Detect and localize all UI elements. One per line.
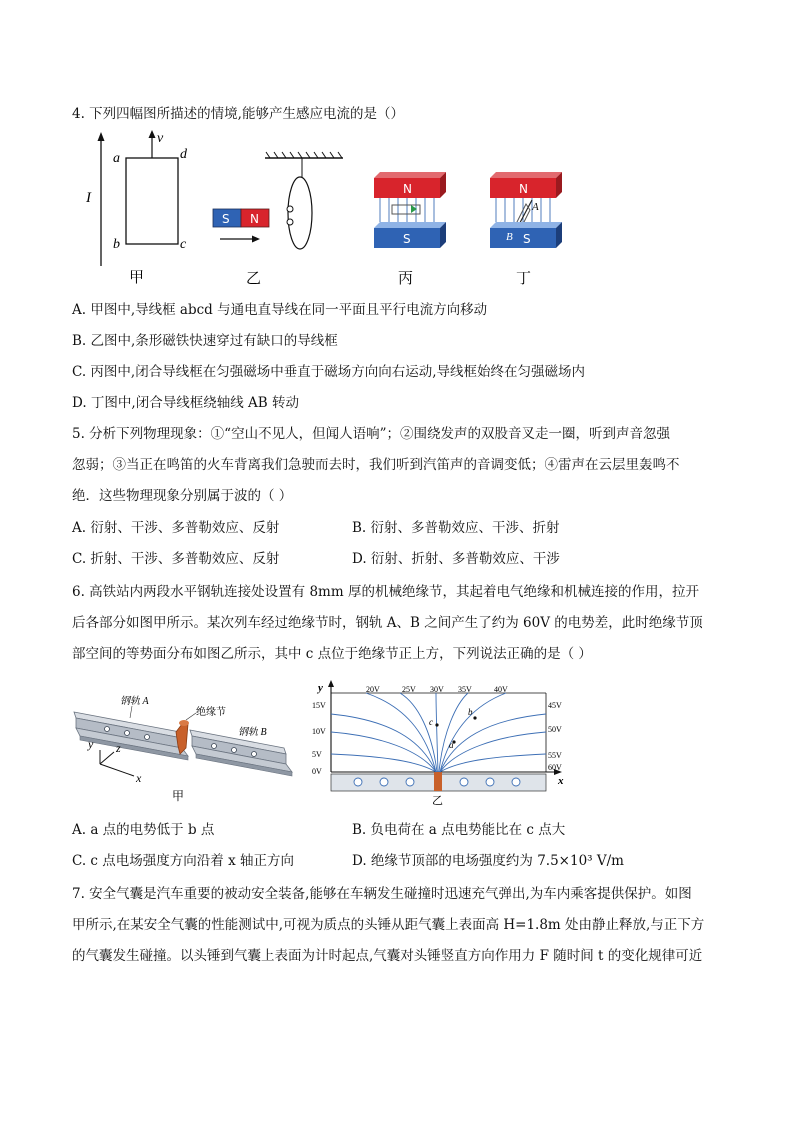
svg-text:x: x <box>136 771 142 785</box>
svg-text:c: c <box>429 717 433 727</box>
svg-text:20V: 20V <box>366 685 380 694</box>
svg-text:35V: 35V <box>458 685 472 694</box>
q4-figure-yi <box>210 155 350 290</box>
svg-text:v: v <box>157 131 164 146</box>
q4-option-a[interactable]: A. 甲图中,导线框 abcd 与通电直导线在同一平面且平行电流方向移动 <box>72 302 488 318</box>
q4-figure-bing <box>370 172 450 290</box>
svg-text:N: N <box>519 182 528 196</box>
q4-option-d[interactable]: D. 丁图中,闭合导线框绕轴线 AB 转动 <box>72 395 299 411</box>
q4-figure-jia <box>80 130 200 290</box>
svg-text:25V: 25V <box>402 685 416 694</box>
svg-text:5V: 5V <box>312 750 322 759</box>
svg-text:S: S <box>523 232 531 246</box>
svg-text:d: d <box>180 147 187 162</box>
q6-stem-line1: 6. 高铁站内两段水平钢轨连接处设置有 8mm 厚的机械绝缘节，其起着电气绝缘和机械连接的作用，拉开 <box>72 584 699 600</box>
svg-text:a: a <box>113 151 120 166</box>
svg-text:z: z <box>116 741 121 755</box>
q4-stem: 4. 下列四幅图所描述的情境,能够产生感应电流的是（） <box>72 106 404 122</box>
q5-option-b[interactable]: B. 衍射、多普勒效应、干涉、折射 <box>352 520 560 536</box>
svg-text:绝缘节: 绝缘节 <box>196 707 226 718</box>
q6-option-c[interactable]: C. c 点电场强度方向沿着 x 轴正方向 <box>72 853 294 869</box>
svg-text:B: B <box>506 231 513 243</box>
svg-text:乙: 乙 <box>246 269 262 287</box>
q7-stem-line2: 甲所示,在某安全气囊的性能测试中,可视为质点的头锤从距气囊上表面高 H=1.8m 处由静止释放,与正下方 <box>72 917 705 933</box>
q5-option-c[interactable]: C. 折射、干涉、多普勒效应、反射 <box>72 551 280 567</box>
svg-text:A: A <box>532 201 539 213</box>
svg-text:b: b <box>468 707 473 717</box>
q6-figure-yi <box>310 680 570 810</box>
svg-text:c: c <box>180 237 187 252</box>
q7-stem-line3: 的气囊发生碰撞。以头锤到气囊上表面为计时起点,气囊对头锤竖直方向作用力 F 随时间 t 的变化规律可近 <box>72 948 703 964</box>
svg-text:0V: 0V <box>312 767 322 776</box>
svg-text:y: y <box>88 737 94 751</box>
svg-text:S: S <box>403 232 411 246</box>
q5-option-d[interactable]: D. 衍射、折射、多普勒效应、干涉 <box>352 551 560 567</box>
svg-text:I: I <box>86 190 91 206</box>
svg-text:甲: 甲 <box>172 789 185 803</box>
q6-stem-line2: 后各部分如图甲所示。某次列车经过绝缘节时，钢轨 A、B 之间产生了约为 60V 的电势差，此时绝缘节顶 <box>72 615 703 631</box>
svg-text:55V: 55V <box>548 751 562 760</box>
svg-text:丁: 丁 <box>516 269 532 287</box>
svg-text:50V: 50V <box>548 725 562 734</box>
q5-stem-line1: 5. 分析下列物理现象：①“空山不见人，但闻人语响”；②围绕发声的双股音叉走一圈，听到声音忽强 <box>72 426 670 442</box>
q5-stem-line3: 绝．这些物理现象分别属于波的（ ） <box>72 488 293 504</box>
svg-text:40V: 40V <box>494 685 508 694</box>
q6-stem-line3: 部空间的等势面分布如图乙所示，其中 c 点位于绝缘节正上方，下列说法正确的是（ ） <box>72 646 592 662</box>
svg-text:钢轨 B: 钢轨 B <box>238 727 267 738</box>
svg-text:45V: 45V <box>548 701 562 710</box>
svg-text:S: S <box>222 212 230 226</box>
svg-text:y: y <box>318 682 323 694</box>
svg-text:a: a <box>449 740 454 750</box>
svg-text:10V: 10V <box>312 727 326 736</box>
q4-option-c[interactable]: C. 丙图中,闭合导线框在匀强磁场中垂直于磁场方向向右运动,导线框始终在匀强磁场内 <box>72 364 586 380</box>
svg-text:乙: 乙 <box>432 794 443 807</box>
svg-text:N: N <box>250 212 259 226</box>
q5-stem-line2: 忽弱；③当正在鸣笛的火车背离我们急驶而去时，我们听到汽笛声的音调变低；④雷声在云层里轰鸣不 <box>72 457 680 473</box>
q6-option-b[interactable]: B. 负电荷在 a 点电势能比在 c 点大 <box>352 822 566 838</box>
svg-text:丙: 丙 <box>398 269 414 287</box>
q5-option-a[interactable]: A. 衍射、干涉、多普勒效应、反射 <box>72 520 280 536</box>
q6-option-d[interactable]: D. 绝缘节顶部的电场强度约为 7.5×10³ V/m <box>352 853 624 869</box>
svg-text:30V: 30V <box>430 685 444 694</box>
svg-text:60V: 60V <box>548 763 562 772</box>
svg-text:N: N <box>403 182 412 196</box>
q4-figure-ding <box>486 172 566 290</box>
svg-text:甲: 甲 <box>129 268 145 286</box>
q7-stem-line1: 7. 安全气囊是汽车重要的被动安全装备,能够在车辆发生碰撞时迅速充气弹出,为车内乘客提供保护。如图 <box>72 886 692 902</box>
svg-text:钢轨 A: 钢轨 A <box>120 696 149 707</box>
q6-option-a[interactable]: A. a 点的电势低于 b 点 <box>72 822 215 838</box>
svg-text:b: b <box>113 237 120 252</box>
svg-text:15V: 15V <box>312 701 326 710</box>
q4-option-b[interactable]: B. 乙图中,条形磁铁快速穿过有缺口的导线框 <box>72 333 338 349</box>
svg-text:x: x <box>558 775 564 787</box>
q6-figure-jia <box>72 686 294 808</box>
